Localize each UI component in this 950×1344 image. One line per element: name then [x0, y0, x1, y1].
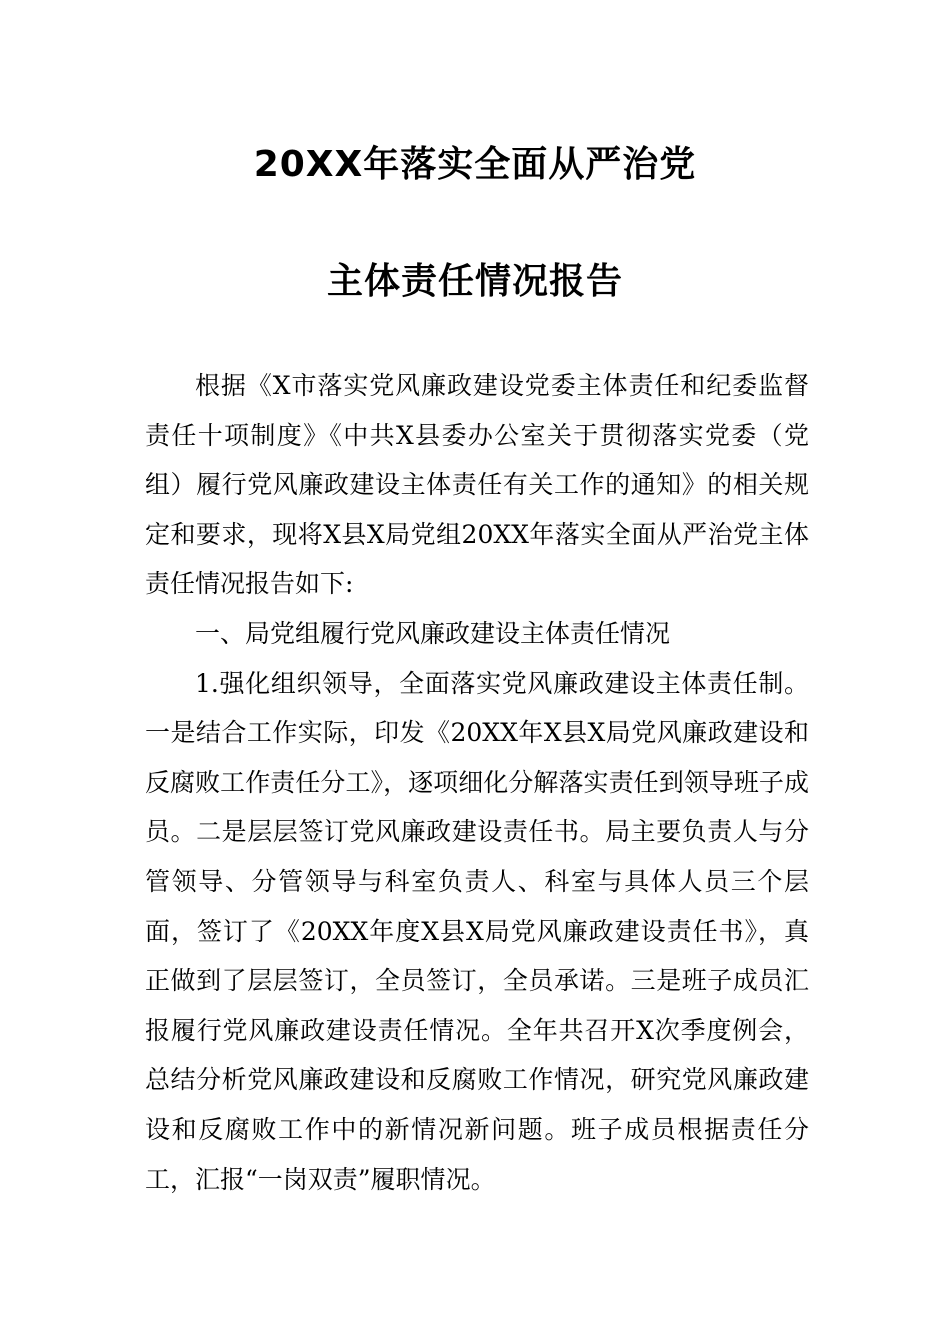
document-body	[145, 361, 809, 1204]
document-title-line-1: 20XX年落实全面从严治党	[253, 144, 697, 185]
document-title-line-2: 主体责任情况报告	[326, 261, 623, 302]
section-heading: 一、局党组履行党风廉政建设主体责任情况	[195, 618, 671, 648]
body-paragraph: 1.强化组织领导，全面落实党风廉政建设主体责任制。一是结合工作实际，印发《20XX年X县X局党风廉政建设和反腐败工作责任分工》，逐项细化分解落实责任到领导班子成员。二是层层签订党风廉政建设责任书。局主要负责人与分管领导、分管领导与科室负责人、科室与具体人员三个层面，签订了《20XX年度X县X局党风廉政建设责任书》，真正做到了层层签订，全员签订，全员承诺。三是班子成员汇报履行党风廉政建设责任情况。全年共召开X次季度例会，总结分析党风廉政建设和反腐败工作情况，研究党风廉政建设和反腐败工作中的新情况新问题。班子成员根据责任分工，汇报“一岗双责”履职情况。	[145, 668, 809, 1194]
intro-paragraph: 根据《X市落实党风廉政建设党委主体责任和纪委监督责任十项制度》《中共X县委办公室关于贯彻落实党委（党组）履行党风廉政建设主体责任有关工作的通知》的相关规定和要求，现将X县X局党组20XX年落实全面从严治党主体责任情况报告如下:	[145, 371, 809, 599]
